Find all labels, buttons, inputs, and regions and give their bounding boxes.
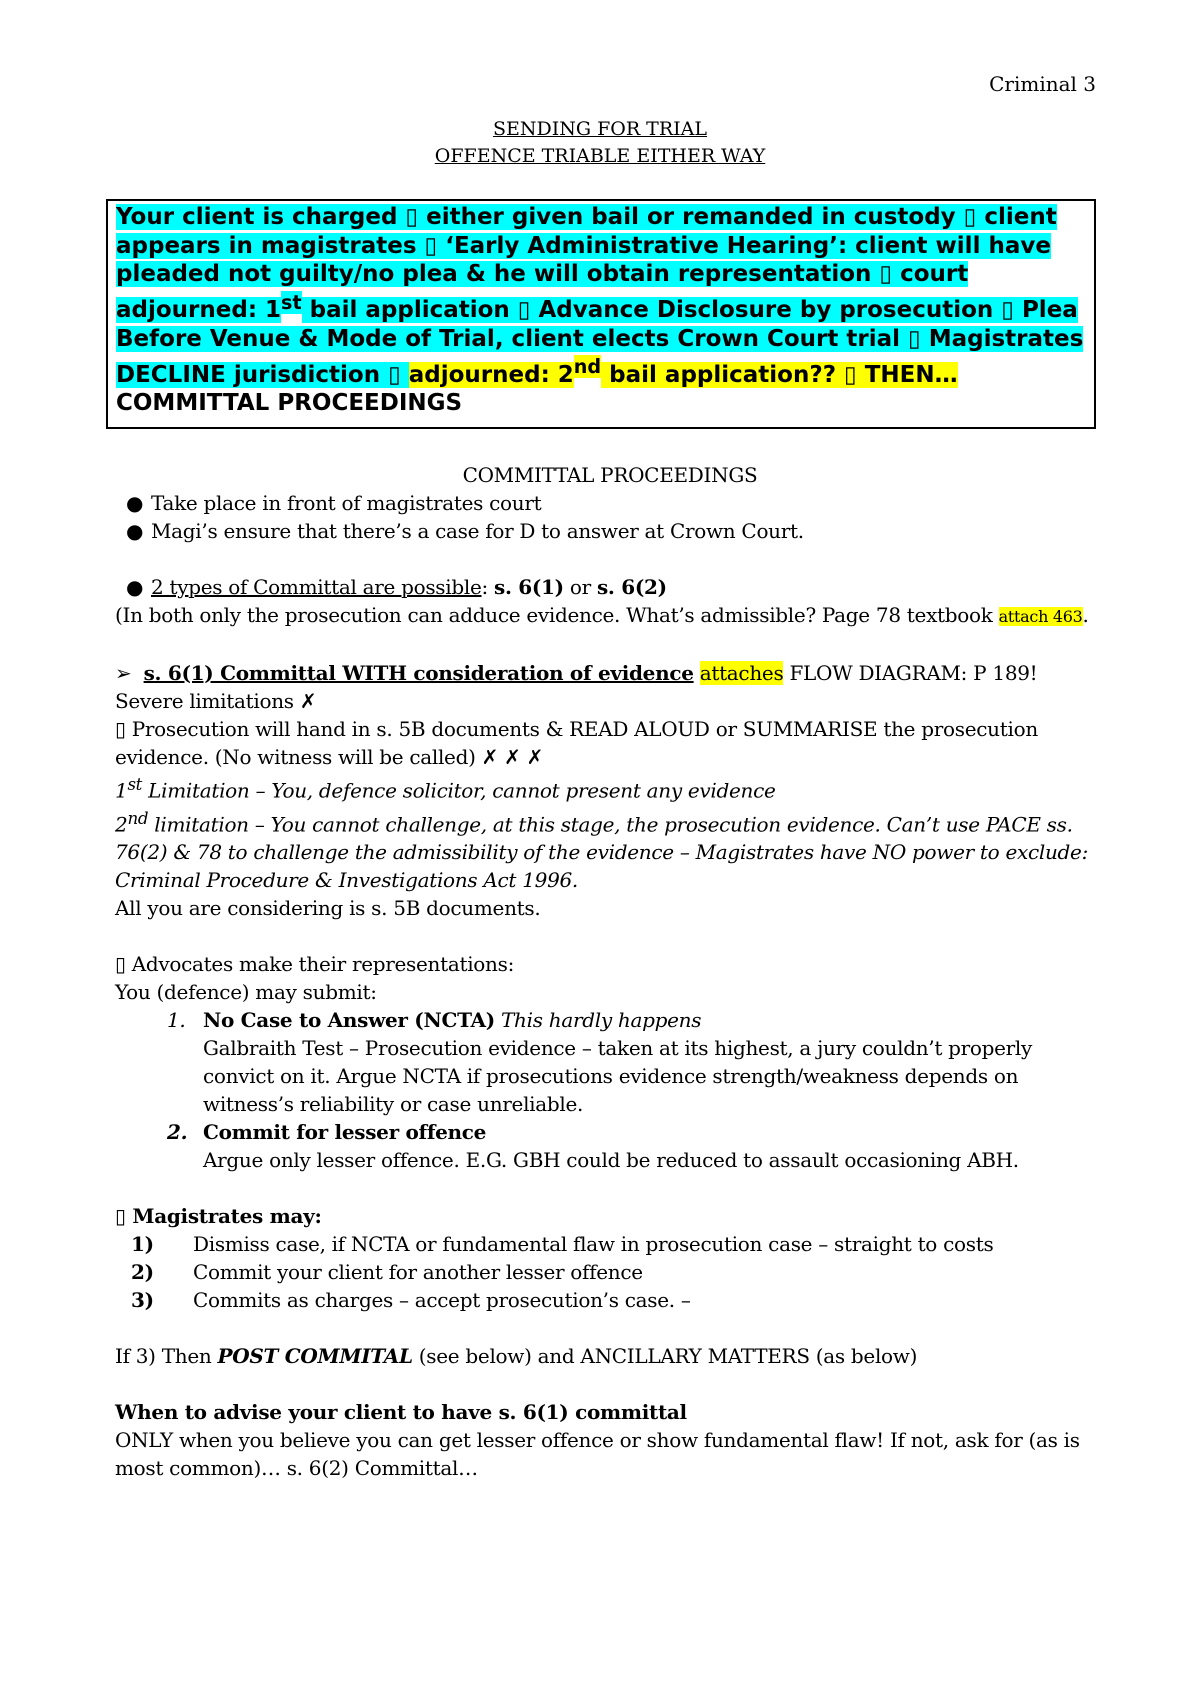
s61-heading: s. 6(1) Committal WITH consideration of evidence	[143, 661, 694, 685]
bullet-icon: ●	[126, 575, 144, 599]
lim1-sup: st	[127, 775, 143, 794]
bullet-item	[115, 517, 1105, 545]
types-paren	[115, 601, 1105, 631]
list-number: 2)	[131, 1260, 154, 1285]
types-dot: .	[1082, 603, 1089, 627]
bullet-icon: ●	[126, 491, 144, 515]
box-text-1: Your client is charged ▯ either given bail or remanded in custody ▯ client appears in magistrates ▯ ‘Early Administrative Hearing’: client will have pleaded not guilty/no plea & he will obtain representation ▯ court adjourned: 1	[116, 204, 1057, 324]
box-sup-2: nd	[573, 355, 602, 379]
list-text: Commit your client for another lesser offence	[193, 1260, 643, 1285]
severe-limitations: Severe limitations ✗	[115, 689, 317, 713]
list-text: Dismiss case, if NCTA or fundamental flaw in prosecution case – straight to costs	[193, 1232, 994, 1257]
advise-text: ONLY when you believe you can get lesser offence or show fundamental flaw! If not, ask for (as is most common)… s. 6(2) Committal…	[115, 1428, 1080, 1481]
lim2-num: 2	[115, 812, 128, 837]
list-number: 2.	[167, 1120, 188, 1145]
bullet-item	[115, 489, 1105, 517]
section-heading: COMMITTAL PROCEEDINGS	[462, 463, 758, 487]
types-colon: :	[481, 575, 494, 599]
bullet-text: Take place in front of magistrates court	[151, 491, 542, 515]
title-line-2: OFFENCE TRIABLE EITHER WAY	[434, 145, 766, 167]
summary-box	[106, 199, 1096, 429]
list-text: Galbraith Test – Prosecution evidence – taken at its highest, a jury couldn’t properly convict on it. Argue NCTA if prosecutions evidence strength/weakness depends on witness’s reliability or case unreliable.	[203, 1036, 1033, 1117]
post-committal: POST COMMITAL	[217, 1344, 413, 1369]
defence-submit: You (defence) may submit:	[115, 980, 377, 1005]
prosecution-line: ▯ Prosecution will hand in s. 5B documents & READ ALOUD or SUMMARISE the prosecution evidence. (No witness will be called) ✗ ✗ ✗	[115, 717, 1038, 769]
list-text: Argue only lesser offence. E.G. GBH could be reduced to assault occasioning ABH.	[203, 1148, 1019, 1173]
if3-c: (see below) and ANCILLARY MATTERS (as below)	[412, 1344, 918, 1369]
lim2-text: limitation – You cannot challenge, at this stage, the prosecution evidence. Can’t use PACE ss. 76(2) & 78 to challenge the admissibility of the evidence – Magistrates have NO power to exclude: Criminal Procedure & Investigations Act 1996.	[115, 812, 1089, 893]
box-text-4: bail application?? ▯ THEN…	[601, 361, 958, 388]
list-text: Commits as charges – accept prosecution’s case. –	[193, 1288, 691, 1313]
list-title: No Case to Answer (NCTA)	[203, 1008, 495, 1033]
list-item	[123, 1230, 1105, 1258]
flow-diagram: FLOW DIAGRAM: P 189!	[783, 661, 1038, 685]
if3-a: If 3) Then	[115, 1344, 218, 1369]
types-or: or	[563, 575, 597, 599]
lim1-num: 1	[115, 778, 128, 803]
limitation-1	[115, 771, 1105, 805]
page-label: Criminal 3	[989, 72, 1096, 96]
list-number: 3)	[131, 1288, 154, 1313]
list-item	[123, 1258, 1105, 1286]
list-item	[167, 1118, 1105, 1174]
lim2-sup: nd	[127, 808, 149, 828]
box-text-2: bail application ▯ Advance Disclosure by prosecution ▯ Plea Before Venue & Mode of Trial, client elects Crown Court trial ▯ Magistrates DECLINE jurisdiction ▯	[116, 297, 1084, 388]
types-lead: 2 types of Committal are possible	[151, 575, 482, 599]
magistrates-list	[115, 1230, 1105, 1314]
arrow-icon: ➢	[115, 661, 132, 685]
list-number: 1.	[167, 1008, 186, 1033]
box-text-3: adjourned: 2	[408, 361, 574, 388]
attach-highlight: attach 463	[998, 607, 1083, 626]
bullet-item	[115, 573, 1105, 601]
magistrates-heading: ▯ Magistrates may:	[115, 1204, 322, 1229]
list-title: Commit for lesser offence	[203, 1120, 487, 1145]
list-item	[167, 1006, 1105, 1118]
document-body	[115, 461, 1105, 1482]
if3-line	[115, 1342, 1105, 1370]
types-paren-text: (In both only the prosecution can adduce evidence. What’s admissible? Page 78 textbook	[115, 603, 999, 627]
limitation-2	[115, 805, 1105, 895]
bullet-icon: ●	[126, 519, 144, 543]
document-title	[0, 116, 1200, 170]
s61-heading-row	[115, 659, 1105, 687]
advocates-line: ▯ Advocates make their representations:	[115, 952, 515, 977]
box-last-line: COMMITTAL PROCEEDINGS	[116, 390, 463, 417]
types-s62: s. 6(2)	[596, 575, 667, 599]
title-line-1: SENDING FOR TRIAL	[492, 118, 708, 140]
lim1-text: Limitation – You, defence solicitor, cannot present any evidence	[142, 778, 776, 803]
attaches-highlight: attaches	[699, 661, 784, 685]
submission-list	[115, 1006, 1105, 1174]
bullet-text: Magi’s ensure that there’s a case for D to answer at Crown Court.	[151, 519, 804, 543]
box-sup-1: st	[281, 290, 302, 314]
list-title-tail: This hardly happens	[494, 1008, 702, 1033]
types-s61: s. 6(1)	[493, 575, 564, 599]
all-you-considering: All you are considering is s. 5B documents.	[115, 896, 541, 921]
list-item	[123, 1286, 1105, 1314]
list-number: 1)	[131, 1232, 154, 1257]
advise-heading: When to advise your client to have s. 6(1) committal	[115, 1400, 687, 1425]
